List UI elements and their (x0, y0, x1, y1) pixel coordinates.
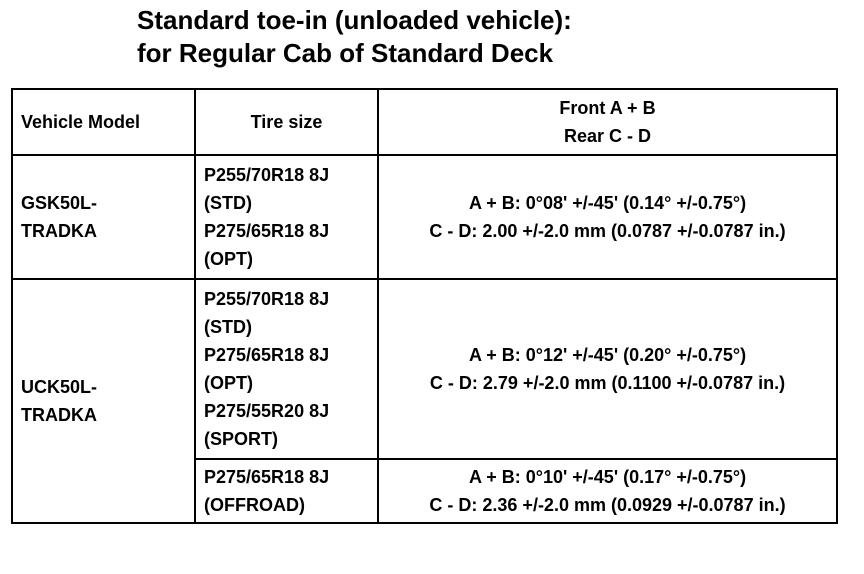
tire-size-line: P275/65R18 8J (204, 467, 330, 487)
table-header-row (12, 89, 837, 155)
rear-toe-value: C - D: 2.36 +/-2.0 mm (0.0929 +/-0.0787 in.) (429, 495, 786, 515)
tire-size-line: (OPT) (204, 249, 253, 269)
alignment-cell (378, 459, 837, 523)
vehicle-model-cell (12, 155, 195, 279)
front-toe-value: A + B: 0°12' +/-45' (0.20° +/-0.75°) (468, 345, 747, 365)
alignment-cell (378, 279, 837, 459)
tire-size-cell (195, 459, 378, 523)
vehicle-model-line: TRADKA (21, 405, 97, 425)
vehicle-model-cell (12, 279, 195, 523)
rear-toe-value: C - D: 2.00 +/-2.0 mm (0.0787 +/-0.0787 in.) (429, 221, 786, 241)
tire-size-line: (OPT) (204, 373, 253, 393)
title-line-1: Standard toe-in (unloaded vehicle): (137, 5, 572, 35)
table-row (12, 279, 837, 459)
header-rear: Rear C - D (563, 126, 652, 146)
tire-size-line: (SPORT) (204, 429, 278, 449)
tire-size-line: P255/70R18 8J (204, 165, 330, 185)
tire-size-line: P275/55R20 8J (204, 401, 330, 421)
front-toe-value: A + B: 0°08' +/-45' (0.14° +/-0.75°) (468, 193, 747, 213)
tire-size-line: P255/70R18 8J (204, 289, 330, 309)
header-vehicle-model: Vehicle Model (12, 89, 195, 155)
header-tire-size: Tire size (195, 89, 378, 155)
vehicle-model-line: UCK50L- (21, 377, 98, 397)
tire-size-line: P275/65R18 8J (204, 221, 330, 241)
rear-toe-value: C - D: 2.79 +/-2.0 mm (0.1100 +/-0.0787 in.) (429, 373, 786, 393)
vehicle-model-line: TRADKA (21, 221, 97, 241)
page-title (137, 4, 572, 70)
tire-size-cell (195, 155, 378, 279)
title-line-2: for Regular Cab of Standard Deck (137, 38, 554, 68)
header-front: Front A + B (559, 98, 656, 118)
table-row (12, 155, 837, 279)
toe-in-spec-table (11, 88, 838, 524)
tire-size-line: (STD) (204, 193, 252, 213)
alignment-cell (378, 155, 837, 279)
tire-size-line: (STD) (204, 317, 252, 337)
tire-size-cell (195, 279, 378, 459)
tire-size-line: P275/65R18 8J (204, 345, 330, 365)
tire-size-line: (OFFROAD) (204, 495, 305, 515)
header-front-rear (378, 89, 837, 155)
front-toe-value: A + B: 0°10' +/-45' (0.17° +/-0.75°) (468, 467, 747, 487)
vehicle-model-line: GSK50L- (21, 193, 98, 213)
